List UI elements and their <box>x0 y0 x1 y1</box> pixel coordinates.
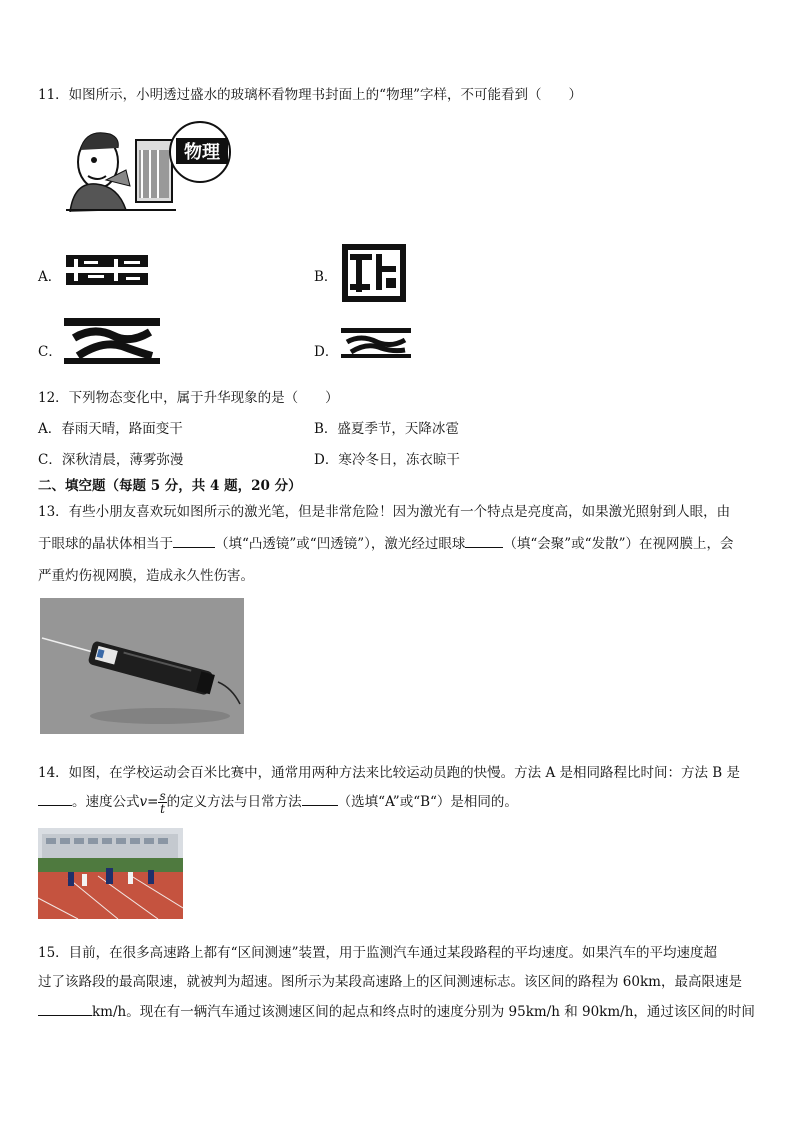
q12-option-a: A．春雨天晴，路面变干 <box>38 421 183 437</box>
answer-blank-3[interactable] <box>38 791 72 806</box>
q11-option-d-image <box>341 328 411 358</box>
q13-line-2-part-3: （填“会聚”或“发散”）在视网膜上，会 <box>503 536 734 552</box>
q11-option-a-image <box>66 255 148 285</box>
q13-line-1: 13．有些小朋友喜欢玩如图所示的激光笔，但是非常危险！因为激光有一个特点是亮度高，如果激光照射到人眼，由 <box>38 504 731 520</box>
formula-numerator: s <box>159 789 166 803</box>
section-heading: 二、填空题（每题 5 分，共 4 题，20 分） <box>38 478 302 494</box>
q11-option-b-label: B． <box>314 269 338 285</box>
formula-equals: = <box>147 794 159 810</box>
q14-line-1: 14．如图，在学校运动会百米比赛中，通常用两种方法来比较运动员跑的快慢。方法 A 是相同路程比时间：方法 B 是 <box>38 765 741 781</box>
q12-stem: 12．下列物态变化中，属于升华现象的是（ ） <box>38 390 339 406</box>
formula-v: v <box>139 794 148 810</box>
q12-option-d: D．寒冷冬日，冻衣晾干 <box>314 452 460 468</box>
q11-figure-text: 物理 <box>184 142 220 163</box>
q15-line-2: 过了该路段的最高限速，就被判为超速。图所示为某段高速路上的区间测速标志。该区间的路程为 60km，最高限速是 <box>38 974 742 990</box>
q13-line-3: 严重灼伤视网膜，造成永久性伤害。 <box>38 568 254 584</box>
q14-line-2-part-2: 的定义方法与日常方法 <box>166 794 302 810</box>
q15-line-3-text: km/h。现在有一辆汽车通过该测速区间的起点和终点时的速度分别为 95km/h 和 90km/h，通过该区间的时间 <box>92 1004 755 1020</box>
q11-figure <box>66 120 236 212</box>
q14-line-2-part-3: （选填“A”或“B“）是相同的。 <box>337 794 518 810</box>
q15-line-3 <box>38 1000 755 1020</box>
formula-fraction <box>158 790 166 815</box>
answer-blank-4[interactable] <box>302 791 338 806</box>
q11-option-d-label: D． <box>314 344 339 360</box>
q11-option-c-label: C． <box>38 344 62 360</box>
formula-denominator: t <box>160 802 165 816</box>
q13-laser-pen-photo <box>40 598 244 734</box>
answer-blank-2[interactable] <box>465 533 503 548</box>
q14-line-2 <box>38 790 518 815</box>
q15-line-1: 15．目前，在很多高速路上都有“区间测速”装置，用于监测汽车通过某段路程的平均速度。如果汽车的平均速度超 <box>38 945 717 961</box>
q14-sprint-race-photo <box>38 828 183 919</box>
q11-option-c-image <box>64 318 160 364</box>
q12-option-b: B．盛夏季节，天降冰雹 <box>314 421 459 437</box>
q13-line-2-part-1: 于眼球的晶状体相当于 <box>38 536 173 552</box>
q11-option-b-image <box>342 244 406 302</box>
q13-line-2-part-2: （填“凸透镜”或“凹透镜”），激光经过眼球 <box>215 536 466 552</box>
q14-line-2-part-1: 。速度公式 <box>72 794 140 810</box>
q13-line-2 <box>38 532 733 552</box>
answer-blank-1[interactable] <box>173 533 215 548</box>
q11-option-a-label: A． <box>38 269 62 285</box>
answer-blank-5[interactable] <box>38 1001 92 1016</box>
q11-stem: 11．如图所示，小明透过盛水的玻璃杯看物理书封面上的“物理”字样，不可能看到（ ） <box>38 87 582 103</box>
q12-option-c: C．深秋清晨，薄雾弥漫 <box>38 452 184 468</box>
